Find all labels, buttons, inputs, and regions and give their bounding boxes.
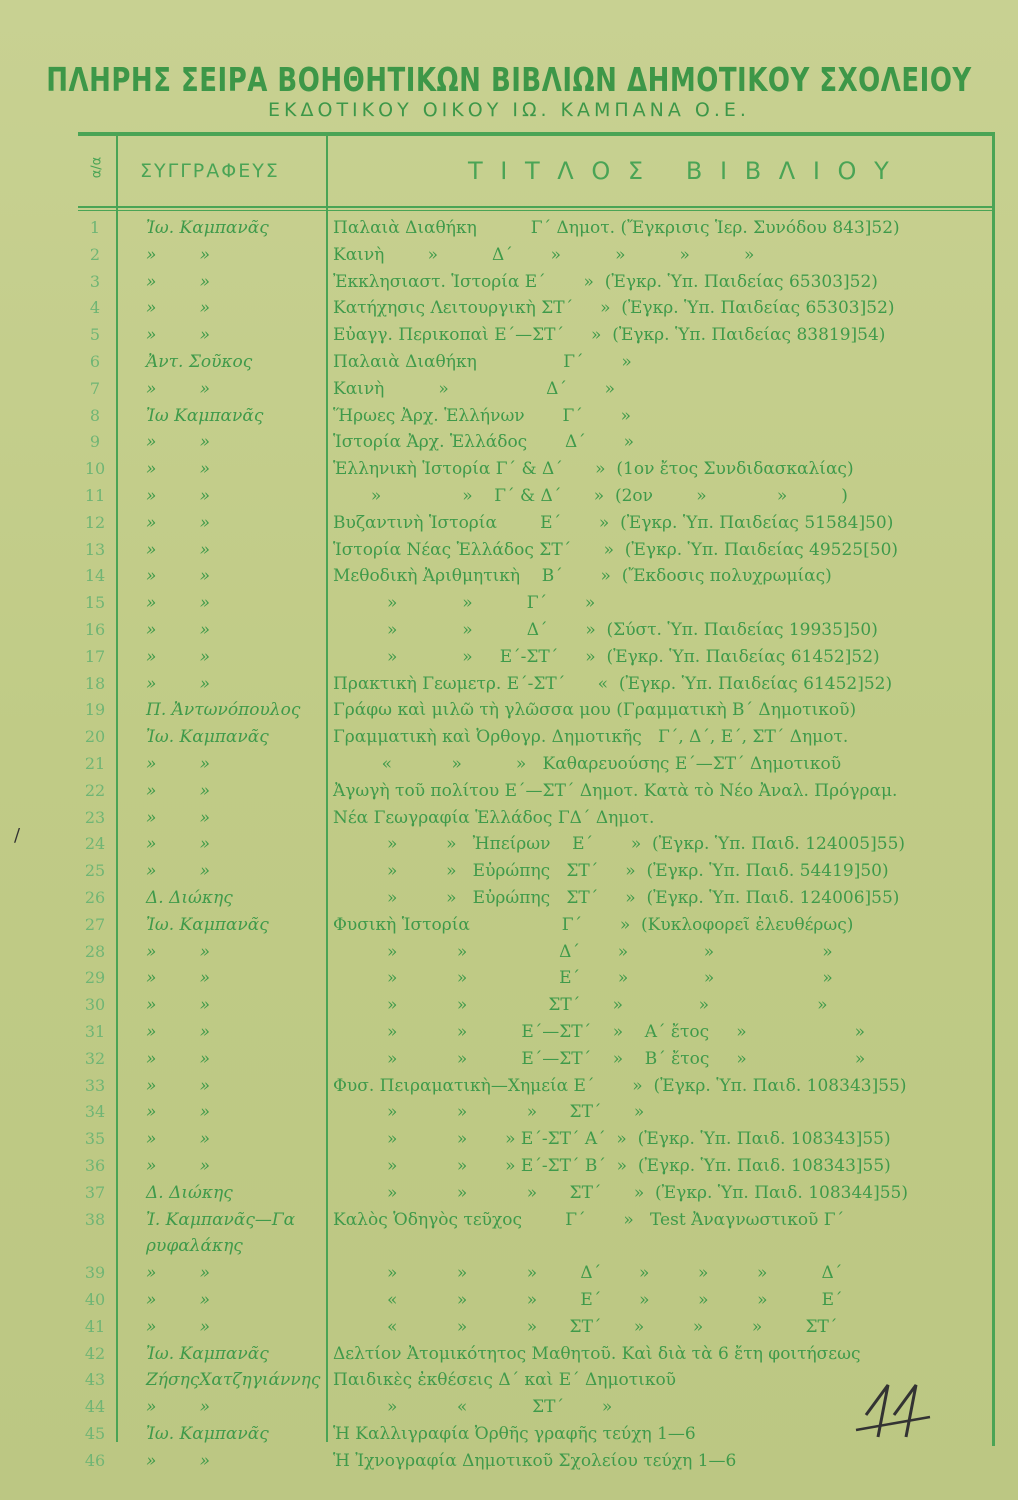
row-book-title: Πρακτικὴ Γεωμετρ. Ε΄-ΣΤ΄ « (Ἐγκρ. Ὑπ. Παιδείας 61452]52) [333,673,893,694]
row-author: Ἰω. Καμπανᾶς [146,727,269,748]
row-book-title: » » Εὐρώπης ΣΤ΄ » (Ἐγκρ. Ὑπ. Παιδ. 124006]55) [333,888,900,908]
row-number: 39 [84,1263,106,1283]
row-number: 6 [89,352,101,371]
row-author: » » [146,807,211,828]
row-number: 43 [84,1370,106,1390]
row-book-title: Παλαιὰ Διαθήκη Γ΄ Δημοτ. (Ἔγκρισις Ἱερ. Συνόδου 843]52) [333,218,900,238]
row-author: » » [146,941,211,962]
row-author: Ἰω Καμπανᾶς [146,405,264,426]
row-number: 13 [84,539,106,559]
row-book-title: Παιδικὲς ἐκθέσεις Δ΄ καὶ Ε΄ Δημοτικοῦ [333,1370,677,1391]
table-row [0,379,1018,406]
row-book-title: » » Εὐρώπης ΣΤ΄ » (Ἐγκρ. Ὑπ. Παιδ. 54419]50) [333,861,889,882]
row-author: » » [146,1316,211,1337]
row-book-title: » » Ε΄—ΣΤ΄ » Β΄ ἔτος » » [333,1048,866,1069]
row-number: 36 [84,1156,106,1175]
row-book-title: Ἡ Καλλιγραφία Ὀρθῆς γραφῆς τεύχη 1—6 [333,1424,696,1444]
row-book-title: Ἱστορία Ἀρχ. Ἑλλάδος Δ΄ » [333,432,635,453]
row-book-title: » » ΣΤ΄ » » » [333,995,828,1016]
column-header-author: ΣΥΓΓΡΑΦΕΥΣ [140,160,280,182]
row-author: Ἰω. Καμπανᾶς [146,914,269,935]
table-row [0,1451,1018,1478]
row-number: 24 [84,834,106,854]
table-row [0,620,1018,647]
table-row [0,540,1018,567]
row-author: Π. Ἀντωνόπουλος [146,700,301,721]
row-number: 34 [84,1102,106,1122]
header-underline-2 [78,210,995,211]
page-title: ΠΛΗΡΗΣ ΣΕΙΡΑ ΒΟΗΘΗΤΙΚΩΝ ΒΙΒΛΙΩΝ ΔΗΜΟΤΙΚΟΥ ΣΧΟΛΕΙΟΥ [46,62,972,100]
row-author: » » [146,1450,211,1471]
table-row [0,325,1018,352]
row-author: Ἰω. Καμπανᾶς [146,1343,269,1364]
table-row [0,298,1018,325]
row-author: Ἰω. Καμπανᾶς [146,1424,269,1444]
row-book-title: Ἡ Ἰχνογραφία Δημοτικοῦ Σχολείου τεύχη 1—6 [333,1450,737,1471]
row-author: Ἀντ. Σοῦκος [146,352,253,372]
row-number: 18 [84,673,106,693]
row-author: » » [146,620,211,640]
row-book-title: Γράφω καὶ μιλῶ τὴ γλῶσσα μου (Γραμματικὴ Β΄ Δημοτικοῦ) [333,700,857,721]
row-author: » » [146,1048,211,1069]
row-number: 10 [84,459,106,479]
row-book-title: Φυσ. Πειραματικὴ—Χημεία Ε΄ » (Ἐγκρ. Ὑπ. Παιδ. 108343]55) [333,1075,907,1096]
row-book-title: » » Ε΄—ΣΤ΄ » Α΄ ἔτος » » [333,1022,866,1042]
row-book-title: Δελτίον Ἀτομικότητος Μαθητοῦ. Καὶ διὰ τὰ 6 ἔτη φοιτήσεως [333,1343,861,1364]
table-row [0,700,1018,727]
table-row [0,566,1018,593]
table-row [0,218,1018,245]
row-number: 12 [84,512,106,532]
row-author: » » [146,512,211,533]
row-author: » » [146,834,211,855]
table-row [0,915,1018,942]
row-author: » » [146,271,211,292]
row-author: » » [146,593,211,614]
table-row [0,1183,1018,1210]
row-book-title: Γραμματικὴ καὶ Ὀρθογρ. Δημοτικῆς Γ΄, Δ΄, Ε΄, ΣΤ΄ Δημοτ. [333,727,849,748]
row-number: 8 [89,405,101,425]
table-row [0,1290,1018,1317]
table-row [0,888,1018,915]
row-book-title: » » » Ε΄-ΣΤ΄ Β΄ » (Ἐγκρ. Ὑπ. Παιδ. 108343]55) [333,1156,891,1176]
row-book-title: Βυζαντινὴ Ἱστορία Ε΄ » (Ἐγκρ. Ὑπ. Παιδείας 51584]50) [333,512,894,533]
row-number: 15 [84,593,106,613]
row-author: » » [146,486,211,506]
row-author: » » [146,968,211,989]
row-author: » » [146,378,211,399]
table-row [0,593,1018,620]
row-number: 4 [89,298,101,318]
row-number: 7 [89,378,101,398]
table-row [0,1022,1018,1049]
row-book-title: » » » ΣΤ΄ » [333,1102,645,1123]
table-row [0,1129,1018,1156]
row-book-title: » » Γ΄ & Δ΄ » (2ον » » ) [333,486,848,506]
row-number: 46 [84,1450,106,1470]
row-number: 9 [89,432,101,452]
row-book-title: » » Δ΄ » » » [333,941,833,962]
row-book-title: Ἱστορία Νέας Ἑλλάδος ΣΤ΄ » (Ἐγκρ. Ὑπ. Παιδείας 49525[50) [333,539,899,560]
table-row [0,1210,1018,1237]
row-author: » » [146,780,211,801]
row-book-title: Ἑλληνικὴ Ἱστορία Γ΄ & Δ΄ » (1ον ἔτος Συνδιδασκαλίας) [333,459,854,480]
row-number: 32 [84,1048,106,1068]
row-number: 28 [84,941,106,961]
table-row [0,942,1018,969]
row-author: ΖήσηςΧατζηγιάννης [146,1370,321,1391]
table-row [0,486,1018,513]
row-book-title: Ἥρωες Ἀρχ. Ἑλλήνων Γ΄ » [333,405,631,426]
row-number: 40 [84,1290,106,1309]
row-book-title: » » » Δ΄ » » » Δ΄ [333,1263,843,1284]
row-number: 14 [84,566,106,586]
row-book-title: Καλὸς Ὁδηγὸς τεῦχος Γ΄ » Test Ἀναγνωστικοῦ Γ΄ [333,1209,845,1230]
row-author: ρυφαλάκης [146,1236,243,1257]
row-number: 29 [84,968,106,988]
column-header-num: α/α [89,156,105,179]
row-book-title: « » » Καθαρευούσης Ε΄—ΣΤ΄ Δημοτικοῦ [333,754,842,774]
table-row [0,1236,1018,1263]
row-number: 33 [84,1075,106,1095]
row-number: 44 [84,1397,106,1417]
row-book-title: » « ΣΤ΄ » [333,1397,613,1418]
row-author: » » [146,1156,211,1176]
row-number: 22 [84,780,106,800]
row-number: 30 [84,995,106,1015]
row-book-title: Καινὴ » Δ΄ » [333,378,616,399]
handwritten-page-number [848,1375,938,1445]
row-author: » » [146,1397,211,1418]
table-row [0,272,1018,299]
row-author: » » [146,1129,211,1150]
row-number: 23 [84,807,106,827]
row-book-title: » » Ε΄-ΣΤ΄ » (Ἐγκρ. Ὑπ. Παιδείας 61452]52) [333,646,880,667]
row-book-title: Ἀγωγὴ τοῦ πολίτου Ε΄—ΣΤ΄ Δημοτ. Κατὰ τὸ Νέο Ἀναλ. Πρόγραμ. [333,780,898,801]
row-number: 3 [89,271,101,291]
row-author: Ἰ. Καμπανᾶς—Γα [146,1209,296,1230]
row-author: » » [146,432,211,453]
row-author: » » [146,1102,211,1123]
table-row [0,861,1018,888]
row-book-title: Κατήχησις Λειτουργικὴ ΣΤ΄ » (Ἐγκρ. Ὑπ. Παιδείας 65303]52) [333,298,895,319]
row-number: 45 [84,1424,106,1443]
row-author: » » [146,861,211,882]
table-row [0,808,1018,835]
table-row [0,995,1018,1022]
row-number: 2 [89,244,101,264]
row-book-title: » » Γ΄ » [333,593,596,614]
row-number: 17 [84,646,106,666]
row-book-title: » » Ε΄ » » » [333,968,833,989]
table-row [0,1076,1018,1103]
row-author: » » [146,1263,211,1284]
row-book-title: « » » Ε΄ » » » Ε΄ [333,1290,843,1310]
table-row [0,674,1018,701]
row-author: » » [146,298,211,319]
row-book-title: Νέα Γεωγραφία Ἑλλάδος ΓΔ΄ Δημοτ. [333,807,655,828]
table-row [0,245,1018,272]
row-book-title: Φυσικὴ Ἱστορία Γ΄ » (Κυκλοφορεῖ ἐλευθέρως) [333,914,854,935]
row-author: » » [146,566,211,587]
row-author: » » [146,1290,211,1310]
table-row [0,834,1018,861]
table-row [0,1344,1018,1371]
row-book-title: » » Ἠπείρων Ε΄ » (Ἐγκρ. Ὑπ. Παιδ. 124005]55) [333,834,906,855]
row-number: 35 [84,1129,106,1149]
row-number: 41 [84,1316,106,1336]
column-header-title: Τ Ι Τ Λ Ο Σ Β Ι Β Λ Ι Ο Υ [468,157,894,185]
row-book-title: Καινὴ » Δ΄ » » » » [333,244,755,265]
row-author: » » [146,459,211,480]
table-row [0,1049,1018,1076]
row-author: » » [146,673,211,694]
row-number: 5 [89,325,101,345]
table-row [0,1317,1018,1344]
row-book-title: » » » ΣΤ΄ » (Ἐγκρ. Ὑπ. Παιδ. 108344]55) [333,1182,909,1203]
row-book-title: « » » ΣΤ΄ » » » ΣΤ΄ [333,1316,838,1337]
table-row [0,459,1018,486]
row-author: Δ. Διώκης [146,1182,233,1203]
row-book-title: Εὐαγγ. Περικοπαὶ Ε΄—ΣΤ΄ » (Ἐγκρ. Ὑπ. Παιδείας 83819]54) [333,325,886,346]
row-number: 25 [84,861,106,881]
row-number: 42 [84,1343,106,1363]
table-row [0,754,1018,781]
row-number: 27 [84,914,106,934]
row-book-title: Παλαιὰ Διαθήκη Γ΄ » [333,352,632,372]
table-row [0,513,1018,540]
row-author: » » [146,539,211,560]
row-number: 20 [84,727,106,747]
row-book-title: Ἐκκλησιαστ. Ἱστορία Ε΄ » (Ἐγκρ. Ὑπ. Παιδείας 65303]52) [333,271,878,292]
table-row [0,647,1018,674]
publisher-subtitle: ΕΚΔΟΤΙΚΟΥ ΟΙΚΟΥ ΙΩ. ΚΑΜΠΑΝΑ Ο.Ε. [268,99,750,121]
row-author: Δ. Διώκης [146,888,233,908]
table-row [0,727,1018,754]
table-row [0,1102,1018,1129]
row-book-title: Μεθοδικὴ Ἀριθμητικὴ Β΄ » (Ἔκδοσις πολυχρωμίας) [333,566,832,587]
row-number: 37 [84,1182,106,1202]
row-author: » » [146,1022,211,1042]
row-author: » » [146,325,211,346]
row-number: 19 [84,700,106,720]
row-author: Ἰω. Καμπανᾶς [146,218,269,238]
row-author: » » [146,1075,211,1096]
table-row [0,781,1018,808]
row-number: 31 [84,1022,106,1041]
row-author: » » [146,995,211,1016]
row-author: » » [146,754,211,774]
margin-mark: / [14,825,21,846]
header-underline [78,206,995,208]
table-row [0,1263,1018,1290]
row-number: 16 [84,620,106,639]
row-number: 11 [84,486,106,505]
table-row [0,968,1018,995]
row-book-title: » » Δ΄ » (Σύστ. Ὑπ. Παιδείας 19935]50) [333,620,878,640]
table-row [0,406,1018,433]
row-number: 38 [84,1209,106,1229]
row-number: 21 [84,754,106,773]
table-row [0,432,1018,459]
row-author: » » [146,244,211,265]
row-number: 26 [84,888,106,907]
row-author: » » [146,646,211,667]
row-book-title: » » » Ε΄-ΣΤ΄ Α΄ » (Ἐγκρ. Ὑπ. Παιδ. 108343]55) [333,1129,891,1150]
table-row [0,352,1018,379]
table-row [0,1156,1018,1183]
row-number: 1 [89,218,101,237]
